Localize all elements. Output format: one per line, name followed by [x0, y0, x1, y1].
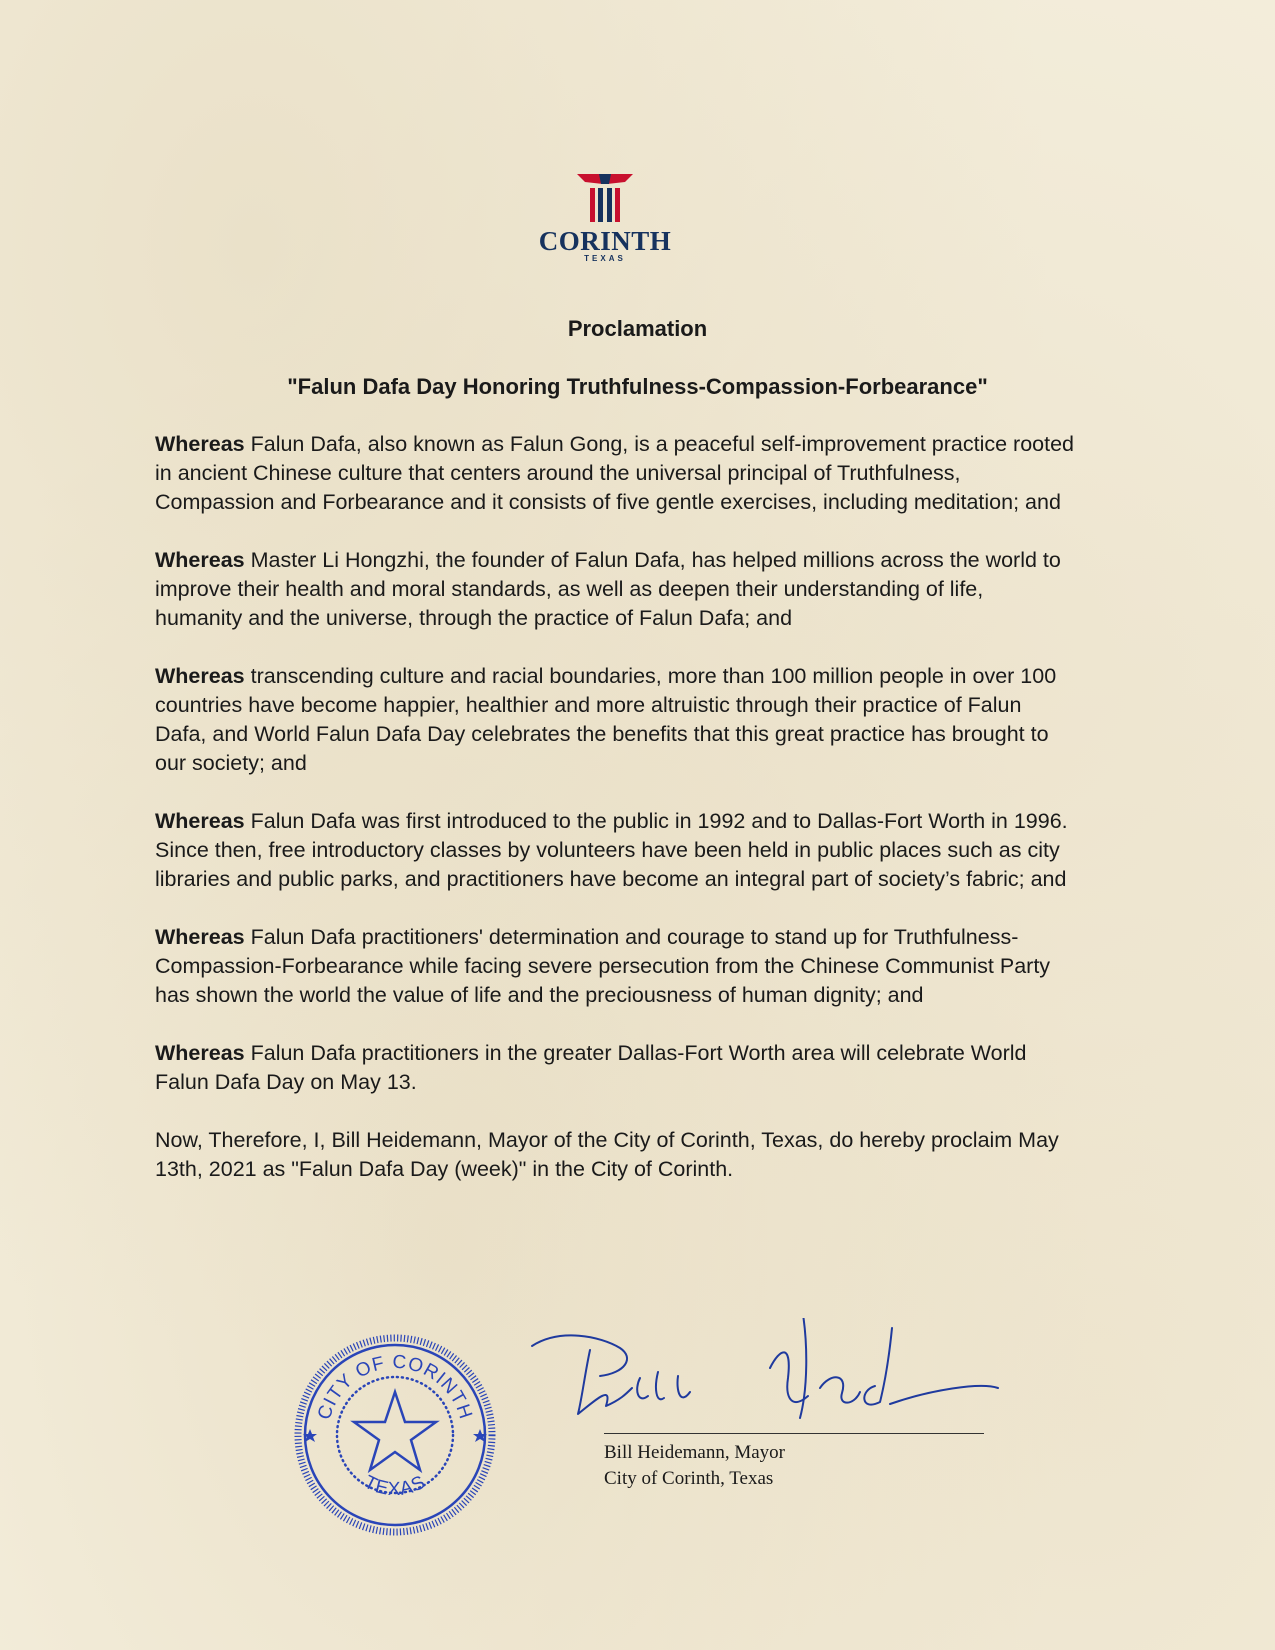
whereas-paragraph-1: [155, 430, 1075, 517]
seal-star-icon: [354, 1392, 436, 1470]
paragraph-lead: Whereas: [155, 1041, 245, 1065]
paragraph-text: Now, Therefore, I, Bill Heidemann, Mayor of the City of Corinth, Texas, do hereby proclaim May 13th, 2021 as "Falun Dafa Day (week)" in the City of Corinth.: [155, 1128, 1059, 1181]
signer-name: Bill Heidemann, Mayor: [604, 1442, 785, 1463]
mayor-signature: [530, 1318, 1060, 1438]
paragraph-text: Falun Dafa, also known as Falun Gong, is a peaceful self-improvement practice rooted in ancient Chinese culture that centers around the universal principal of Truthfulness, Compassion and Forbearance and it consists of five gentle exercises, including meditation; and: [155, 432, 1074, 514]
corinth-logo: [520, 172, 690, 263]
signer-organization: City of Corinth, Texas: [604, 1468, 774, 1489]
proclamation-paragraph: [155, 1126, 1075, 1184]
column-logo-icon: [575, 172, 635, 224]
signature-line: [604, 1433, 984, 1434]
logo-name: CORINTH: [538, 226, 672, 256]
page-title: Proclamation: [567, 316, 708, 341]
paragraph-text: Falun Dafa practitioners in the greater Dallas-Fort Worth area will celebrate World Falun Dafa Day on May 13.: [155, 1041, 1027, 1094]
seal-top-text: CITY OF CORINTH: [313, 1351, 477, 1423]
seal-bottom-text: TEXAS: [360, 1471, 430, 1501]
paragraph-lead: Whereas: [155, 925, 245, 949]
whereas-paragraph-6: [155, 1039, 1075, 1097]
whereas-paragraph-4: [155, 807, 1075, 894]
signature-block: [604, 1440, 785, 1492]
paragraph-text: transcending culture and racial boundaries, more than 100 million people in over 100 countries have become happier, healthier and more altruistic through their practice of Falun Dafa, and World Falun Dafa Day celebrates the benefits that this great practice has brought to our society; and: [155, 664, 1057, 775]
proclamation-subtitle: "Falun Dafa Day Honoring Truthfulness-Compassion-Forbearance": [287, 374, 988, 399]
logo-subtitle: TEXAS: [584, 254, 626, 263]
paragraph-lead: Whereas: [155, 548, 245, 572]
whereas-paragraph-5: [155, 923, 1075, 1010]
whereas-paragraph-2: [155, 546, 1075, 633]
paragraph-text: Falun Dafa practitioners' determination and courage to stand up for Truthfulness-Compassion-Forbearance while facing severe persecution from the Chinese Communist Party has shown the world the value of life and the preciousness of human dignity; and: [155, 925, 1051, 1007]
paragraph-lead: Whereas: [155, 664, 245, 688]
paragraph-text: Master Li Hongzhi, the founder of Falun Dafa, has helped millions across the world to improve their health and moral standards, as well as deepen their understanding of life, humanity and the universe, through the practice of Falun Dafa; and: [155, 548, 1061, 630]
whereas-paragraph-3: [155, 662, 1075, 778]
proclamation-body: [155, 430, 1075, 1213]
city-seal: [290, 1330, 500, 1540]
paragraph-text: Falun Dafa was first introduced to the public in 1992 and to Dallas-Fort Worth in 1996. Since then, free introductory classes by volunteers have been held in public places such as city libraries and public parks, and practitioners have become an integral part of society’s fabric; and: [155, 809, 1068, 891]
paragraph-lead: Whereas: [155, 809, 245, 833]
paragraph-lead: Whereas: [155, 432, 245, 456]
